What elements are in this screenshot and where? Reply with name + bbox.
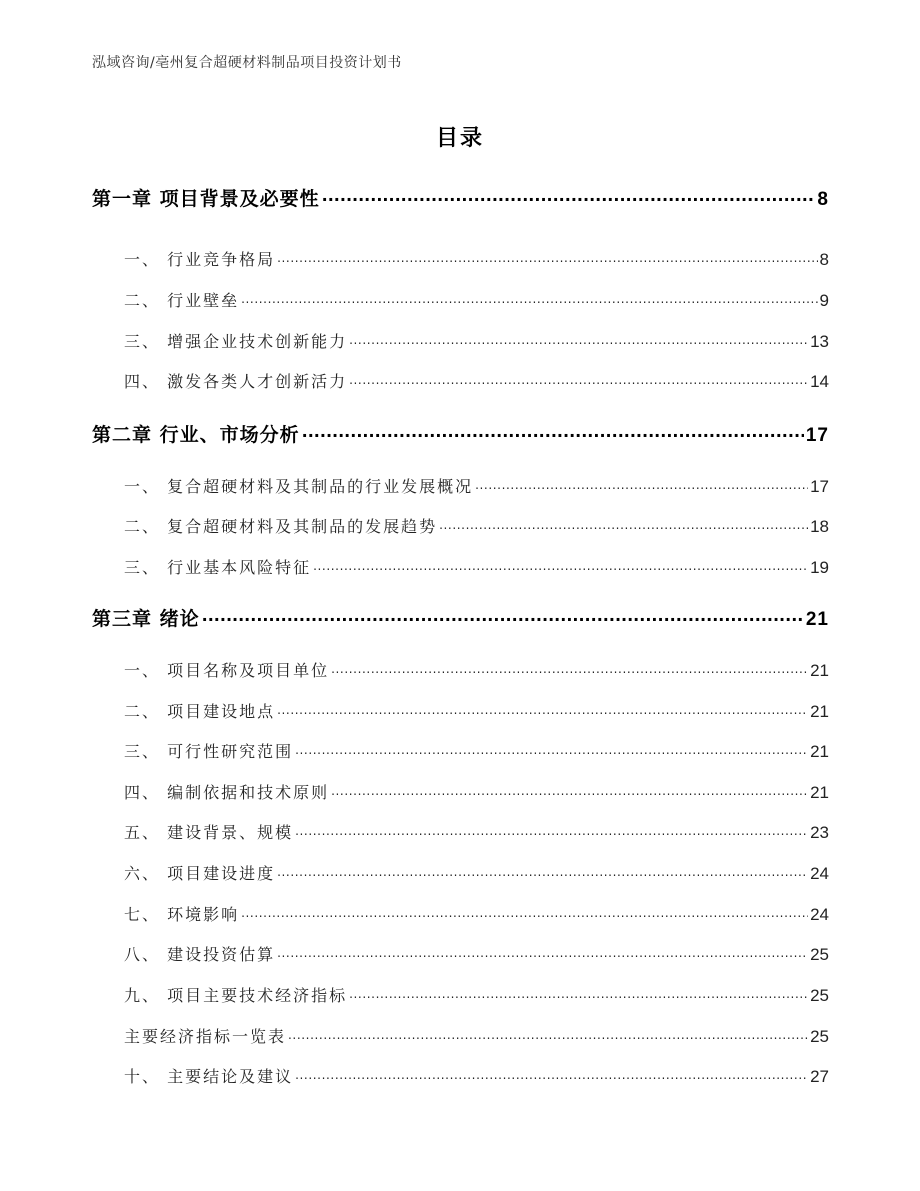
toc-entry-page: 24 bbox=[810, 864, 829, 883]
dot-leader bbox=[202, 606, 804, 625]
toc-entry-page: 17 bbox=[810, 477, 829, 496]
toc-entry-label: 第一章 项目背景及必要性 bbox=[92, 188, 320, 210]
dot-leader bbox=[277, 701, 808, 717]
toc-entry-page: 23 bbox=[810, 823, 829, 842]
toc-entry-label: 主要经济指标一览表 bbox=[124, 1027, 287, 1046]
dot-leader bbox=[277, 944, 808, 960]
toc-chapter-1[interactable] bbox=[92, 184, 829, 211]
toc-entry-label: 一、 复合超硬材料及其制品的行业发展概况 bbox=[124, 477, 474, 496]
dot-leader bbox=[288, 1026, 808, 1042]
dot-leader bbox=[277, 249, 817, 265]
toc-section[interactable] bbox=[92, 514, 829, 537]
toc-entry-label: 五、 建设背景、规模 bbox=[124, 823, 294, 842]
dot-leader bbox=[331, 660, 808, 676]
dot-leader bbox=[331, 782, 808, 798]
dot-leader bbox=[295, 822, 808, 838]
toc-entry-label: 三、 增强企业技术创新能力 bbox=[124, 332, 348, 351]
toc-entry-label: 九、 项目主要技术经济指标 bbox=[124, 986, 348, 1005]
toc-entry-page: 21 bbox=[810, 742, 829, 761]
toc-entry-label: 二、 行业壁垒 bbox=[124, 291, 240, 310]
toc-entry-page: 18 bbox=[810, 517, 829, 536]
dot-leader bbox=[349, 371, 808, 387]
toc-chapter-2[interactable] bbox=[92, 420, 829, 447]
toc-entry-label: 三、 行业基本风险特征 bbox=[124, 558, 312, 577]
toc-section[interactable] bbox=[92, 555, 829, 578]
dot-leader bbox=[322, 186, 816, 205]
toc-entry-page: 14 bbox=[810, 372, 829, 391]
toc-entry-label: 一、 行业竞争格局 bbox=[124, 250, 276, 269]
toc-section[interactable] bbox=[92, 902, 829, 925]
toc-entry-page: 25 bbox=[810, 945, 829, 964]
toc-section[interactable] bbox=[92, 658, 829, 681]
toc-entry-label: 二、 复合超硬材料及其制品的发展趋势 bbox=[124, 517, 438, 536]
dot-leader bbox=[241, 904, 808, 920]
toc-entry-page: 19 bbox=[810, 558, 829, 577]
toc-entry-page: 9 bbox=[819, 291, 829, 310]
toc-entry-label: 七、 环境影响 bbox=[124, 905, 240, 924]
toc-section[interactable] bbox=[92, 861, 829, 884]
toc-entry-label: 四、 编制依据和技术原则 bbox=[124, 783, 330, 802]
toc-entry-label: 二、 项目建设地点 bbox=[124, 702, 276, 721]
toc-section[interactable] bbox=[92, 1024, 829, 1047]
toc-entry-page: 21 bbox=[810, 702, 829, 721]
toc-section[interactable] bbox=[92, 780, 829, 803]
toc-section[interactable] bbox=[92, 288, 829, 311]
dot-leader bbox=[349, 985, 808, 1001]
dot-leader bbox=[241, 290, 817, 306]
toc-title: 目录 bbox=[435, 126, 484, 151]
toc-chapter-3[interactable] bbox=[92, 604, 829, 631]
dot-leader bbox=[302, 422, 804, 441]
toc-entry-page: 8 bbox=[819, 250, 829, 269]
toc-section[interactable] bbox=[92, 474, 829, 497]
dot-leader bbox=[475, 476, 808, 492]
toc-entry-page: 8 bbox=[817, 189, 829, 210]
toc-entry-page: 21 bbox=[810, 661, 829, 680]
toc-section[interactable] bbox=[92, 739, 829, 762]
toc-entry-page: 21 bbox=[810, 783, 829, 802]
toc-entry-page: 25 bbox=[810, 1027, 829, 1046]
toc-section[interactable] bbox=[92, 369, 829, 392]
dot-leader bbox=[295, 1066, 808, 1082]
toc-entry-page: 27 bbox=[810, 1067, 829, 1086]
toc-entry-page: 21 bbox=[805, 609, 829, 630]
toc-entry-label: 三、 可行性研究范围 bbox=[124, 742, 294, 761]
toc-section[interactable] bbox=[92, 1064, 829, 1087]
toc-entry-label: 第三章 绪论 bbox=[92, 608, 200, 630]
toc-section[interactable] bbox=[92, 983, 829, 1006]
toc-entry-page: 17 bbox=[805, 425, 829, 446]
toc-section[interactable] bbox=[92, 942, 829, 965]
dot-leader bbox=[277, 863, 808, 879]
dot-leader bbox=[439, 516, 808, 532]
dot-leader bbox=[295, 741, 808, 757]
toc-entry-label: 第二章 行业、市场分析 bbox=[92, 424, 300, 446]
dot-leader bbox=[349, 331, 808, 347]
toc-entry-label: 八、 建设投资估算 bbox=[124, 945, 276, 964]
toc-entry-label: 四、 激发各类人才创新活力 bbox=[124, 372, 348, 391]
toc-entry-page: 13 bbox=[810, 332, 829, 351]
toc-entry-page: 25 bbox=[810, 986, 829, 1005]
toc-section[interactable] bbox=[92, 329, 829, 352]
dot-leader bbox=[313, 557, 808, 573]
toc-section[interactable] bbox=[92, 699, 829, 722]
toc-entry-label: 六、 项目建设进度 bbox=[124, 864, 276, 883]
toc-entry-page: 24 bbox=[810, 905, 829, 924]
toc-entry-label: 一、 项目名称及项目单位 bbox=[124, 661, 330, 680]
toc-section[interactable] bbox=[92, 820, 829, 843]
running-header: 泓域咨询/亳州复合超硬材料制品项目投资计划书 bbox=[92, 55, 402, 71]
toc-entry-label: 十、 主要结论及建议 bbox=[124, 1067, 294, 1086]
toc-section[interactable] bbox=[92, 247, 829, 270]
